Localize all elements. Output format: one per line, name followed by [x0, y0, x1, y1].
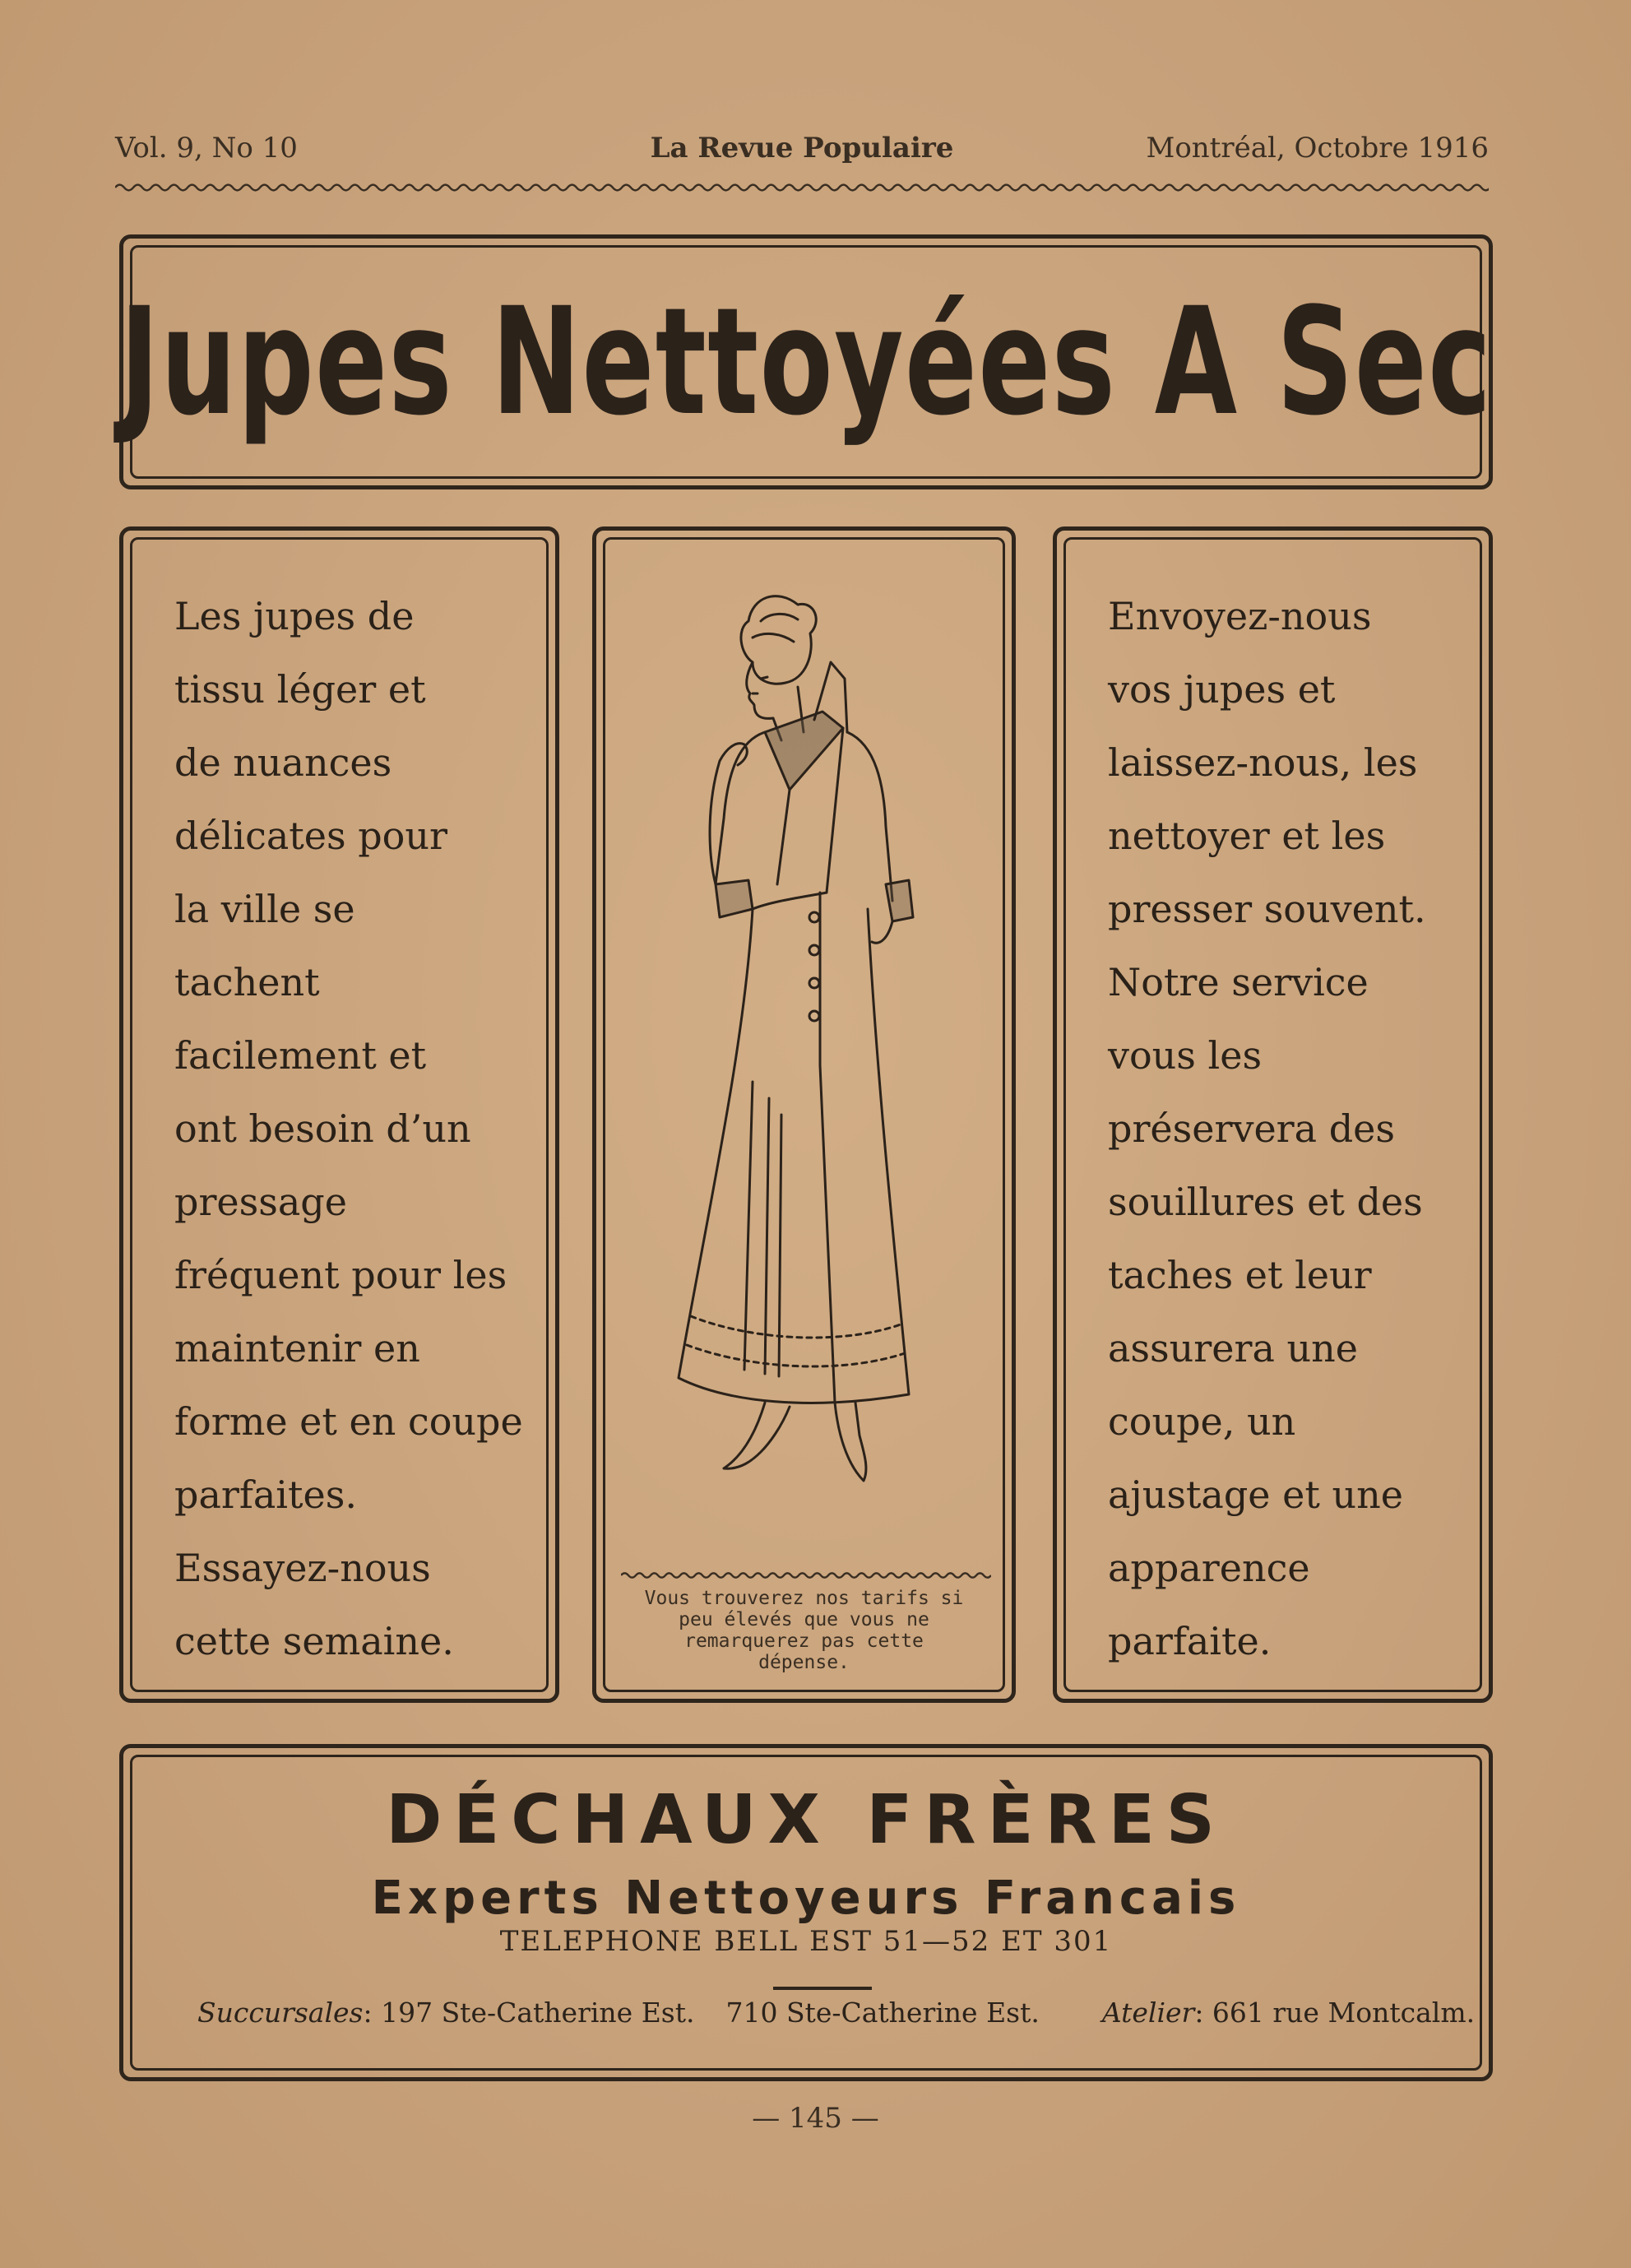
text-line: Essayez-nous — [174, 1546, 431, 1590]
branch-address-2: 710 Ste-Catherine Est. — [725, 1997, 1040, 2029]
text-line: assurera une — [1108, 1326, 1358, 1371]
branch-address-1: 197 Ste-Catherine Est. — [381, 1997, 695, 2029]
left-text-box — [119, 526, 559, 1703]
text-line: cette semaine. — [174, 1619, 454, 1663]
text-line: coupe, un — [1108, 1399, 1296, 1444]
text-line: nettoyer et les — [1108, 814, 1386, 858]
text-line: presser souvent. — [1108, 887, 1426, 931]
text-line: laissez-nous, les — [1108, 740, 1418, 785]
headline: Jupes Nettoyées A Sec — [119, 276, 1493, 448]
right-column-text — [1108, 580, 1464, 1678]
illustration-box — [592, 526, 1016, 1703]
text-line: forme et en coupe — [174, 1399, 523, 1444]
caption-line: Vous trouverez nos tarifs si — [644, 1588, 964, 1609]
caption-line: remarquerez pas cette — [684, 1630, 924, 1652]
text-line: la ville se — [174, 887, 355, 931]
text-line: tissu léger et — [174, 667, 426, 712]
text-line: souillures et des — [1108, 1180, 1423, 1224]
branches-label: Succursales — [197, 1997, 364, 2029]
headline-box — [119, 234, 1493, 489]
text-line: ajustage et une — [1108, 1473, 1403, 1517]
caption-line: peu élevés que vous ne — [679, 1609, 929, 1630]
colon: : — [363, 1997, 382, 2029]
text-line: facilement et — [174, 1033, 427, 1078]
illustration-caption — [613, 1588, 995, 1673]
text-line: parfaites. — [174, 1473, 357, 1517]
text-line: délicates pour — [174, 814, 447, 858]
text-line: Les jupes de — [174, 594, 415, 638]
text-line: fréquent pour les — [174, 1253, 507, 1297]
volume-number: Vol. 9, No 10 — [115, 132, 298, 165]
text-line: préservera des — [1108, 1106, 1395, 1151]
firm-subtitle: Experts Nettoyeurs Francais — [371, 1871, 1241, 1925]
place-and-date: Montréal, Octobre 1916 — [1146, 132, 1489, 165]
text-line: de nuances — [174, 740, 392, 785]
colon: : — [1194, 1997, 1212, 2029]
text-line: pressage — [174, 1180, 347, 1224]
text-line: apparence — [1108, 1546, 1310, 1590]
right-text-box — [1053, 526, 1493, 1703]
page-number: — 145 — — [752, 2102, 879, 2135]
workshop-label: Atelier — [1101, 1997, 1195, 2029]
firm-name: DÉCHAUX FRÈRES — [386, 1781, 1226, 1859]
text-line: taches et leur — [1108, 1253, 1372, 1297]
text-line: vos jupes et — [1108, 667, 1336, 712]
text-line: Envoyez-nous — [1108, 594, 1372, 638]
text-line: tachent — [174, 960, 320, 1004]
caption-wavy-rule — [621, 1569, 991, 1582]
firm-addresses — [197, 1997, 1476, 2029]
text-line: ont besoin d’un — [174, 1106, 471, 1151]
workshop-address: 661 rue Montcalm. — [1212, 1997, 1476, 2029]
woman-in-dress-illustration — [629, 555, 975, 1575]
caption-line: dépense. — [758, 1652, 850, 1673]
header-wavy-rule — [115, 179, 1489, 196]
running-header — [115, 132, 1489, 173]
text-line: Notre service — [1108, 960, 1369, 1004]
firm-telephone: TELEPHONE BELL EST 51—52 ET 301 — [499, 1925, 1113, 1958]
firm-box — [119, 1744, 1493, 2081]
left-column-text — [174, 580, 531, 1678]
text-line: maintenir en — [174, 1326, 420, 1371]
publication-title: La Revue Populaire — [650, 132, 954, 165]
text-line: vous les — [1108, 1033, 1263, 1078]
firm-divider — [773, 1987, 872, 1990]
text-line: parfaite. — [1108, 1619, 1272, 1663]
